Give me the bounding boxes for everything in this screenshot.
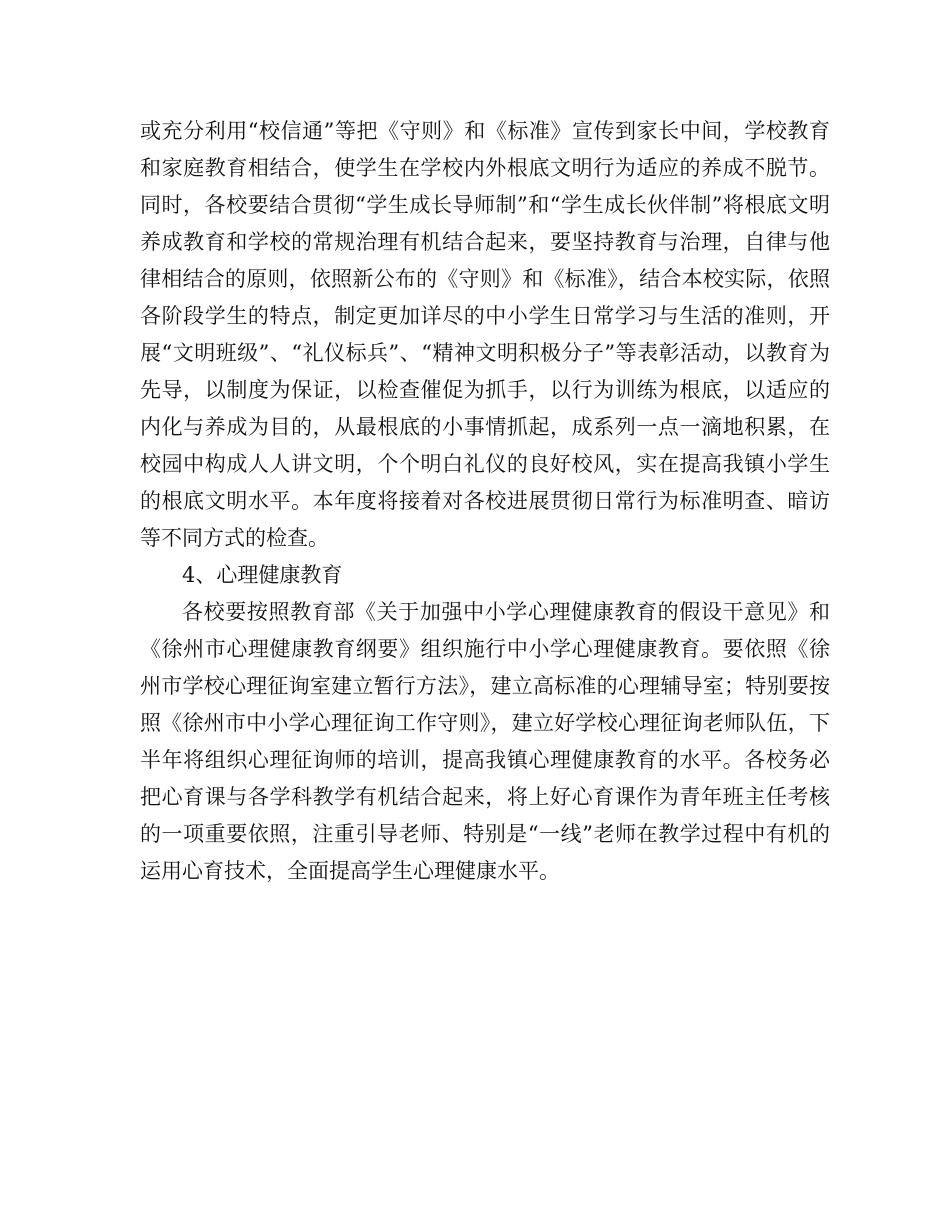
continuation-paragraph: 或充分利用“校信通”等把《守则》和《标准》宣传到家长中间，学校教育和家庭教育相结合，使学生在学校内外根底文明行为适应的养成不脱节。同时，各校要结合贯彻“学生成长导师制”和“学生成长伙伴制”将根底文明养成教育和学校的常规治理有机结合起来，要坚持教育与治理，自律与他律相结合的原则，依照新公布的《守则》和《标准》，结合本校实际，依照各阶段学生的特点，制定更加详尽的中小学生日常学习与生活的准则，开展“文明班级”、“礼仪标兵”、“精神文明积极分子”等表彰活动，以教育为先导，以制度为保证，以检查催促为抓手，以行为训练为根底，以适应的内化与养成为目的，从最根底的小事情抓起，成系列一点一滴地积累，在校园中构成人人讲文明，个个明白礼仪的良好校风，实在提高我镇小学生的根底文明水平。本年度将接着对各校进展贯彻日常行为标准明查、暗访等不同方式的检查。 [140,119,830,550]
document-body [140,113,830,890]
section-heading: 4、心理健康教育 [182,563,343,587]
section-paragraph: 各校要按照教育部《关于加强中小学心理健康教育的假设干意见》和《徐州市心理健康教育纲要》组织施行中小学心理健康教育。要依照《徐州市学校心理征询室建立暂行方法》，建立高标准的心理辅导室；特别要按照《徐州市中小学心理征询工作守则》，建立好学校心理征询老师队伍，下半年将组织心理征询师的培训，提高我镇心理健康教育的水平。各校务必把心育课与各学科教学有机结合起来，将上好心育课作为青年班主任考核的一项重要依照，注重引导老师、特别是“一线”老师在教学过程中有机的运用心育技术，全面提高学生心理健康水平。 [140,600,830,883]
